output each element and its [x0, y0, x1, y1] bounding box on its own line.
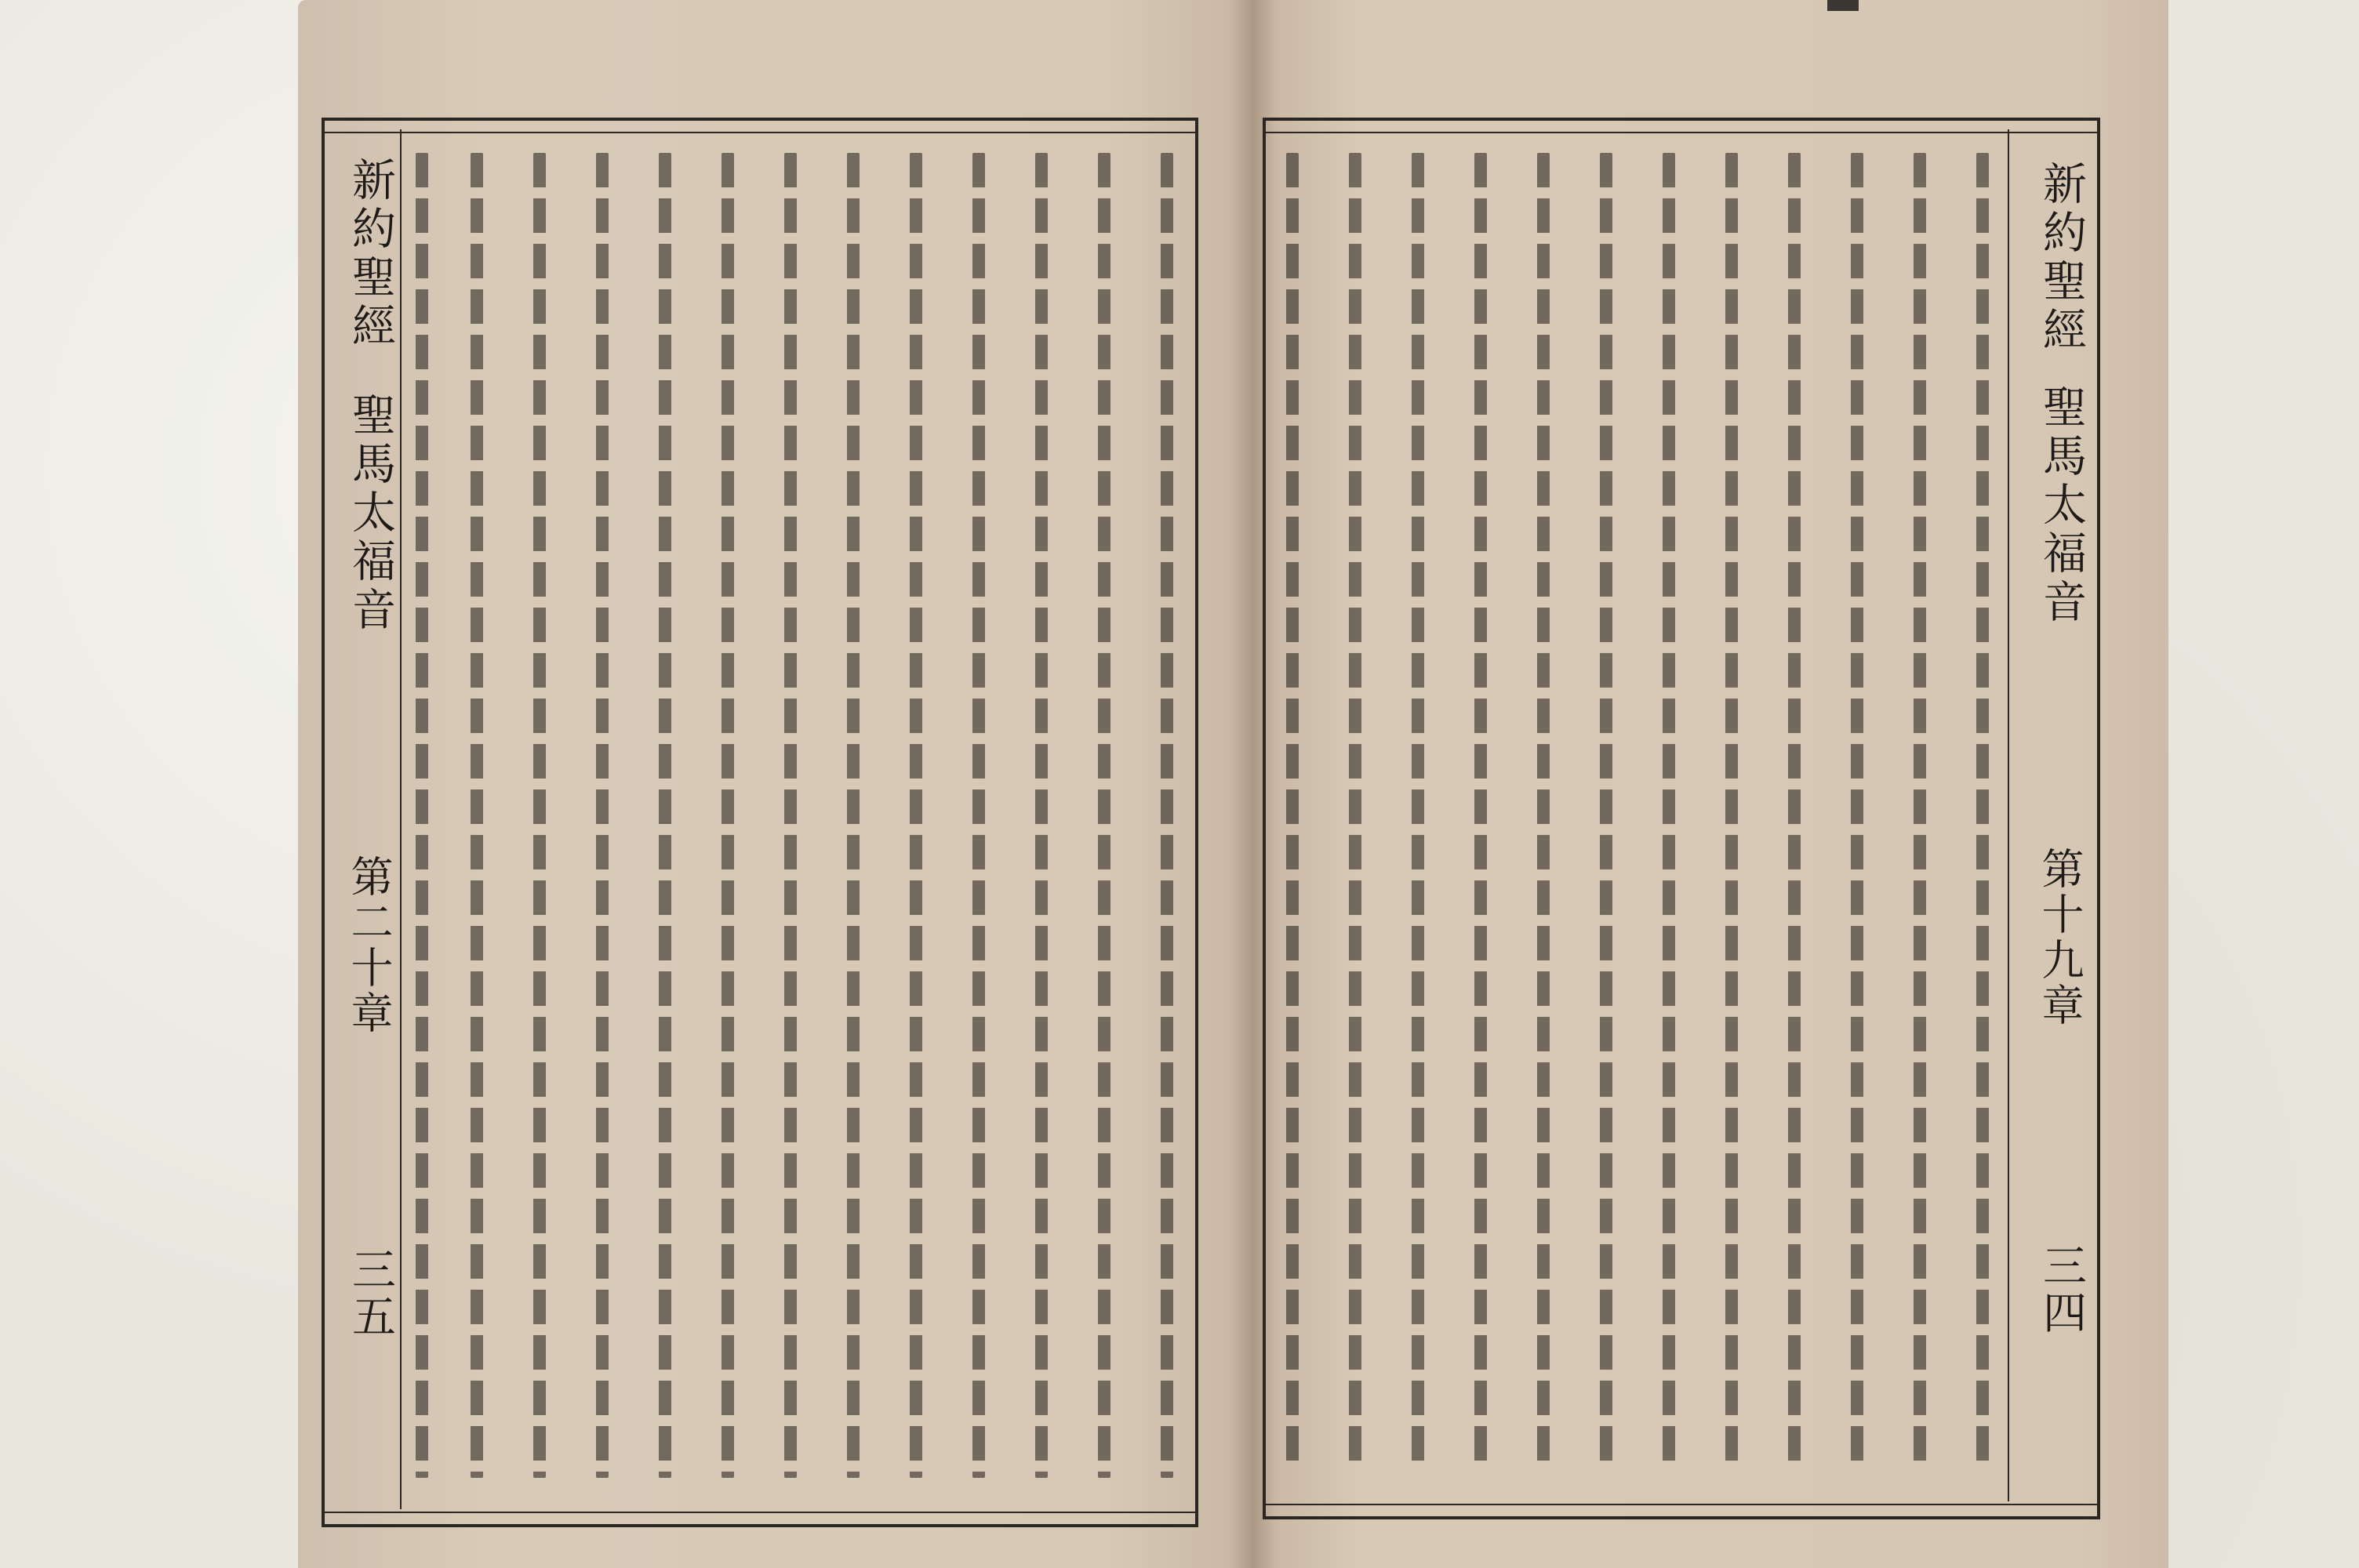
left-text-column: [847, 153, 860, 1478]
right-text-column: [1788, 153, 1801, 1470]
right-text-column: [1725, 153, 1738, 1470]
left-running-head: 新約聖經: [345, 157, 396, 351]
left-text-column: [722, 153, 734, 1478]
right-text-column: [1349, 153, 1361, 1470]
right-text-column: [1600, 153, 1612, 1470]
right-running-head: 新約聖經: [2036, 161, 2087, 355]
left-text-frame: [322, 118, 1198, 1527]
right-chapter-label: 第十九章: [2035, 847, 2085, 1029]
right-book-title: 聖馬太福音: [2036, 384, 2087, 627]
left-text-column: [972, 153, 985, 1478]
left-text-column: [596, 153, 609, 1478]
right-text-column: [1851, 153, 1863, 1470]
left-text-column: [910, 153, 922, 1478]
right-text-column: [1474, 153, 1487, 1470]
right-text-column: [1663, 153, 1675, 1470]
left-chapter-label: 第二十章: [344, 855, 394, 1036]
left-text-column: [1098, 153, 1110, 1478]
left-text-column: [1035, 153, 1048, 1478]
right-header-rule: [2008, 129, 2009, 1501]
right-page-number: 三四: [2036, 1243, 2087, 1337]
left-text-column: [471, 153, 483, 1478]
right-text-frame: [1263, 118, 2100, 1519]
right-text-column: [1976, 153, 1989, 1470]
right-text-column: [1914, 153, 1926, 1470]
left-page-number: 三五: [345, 1247, 396, 1341]
right-frame-inner-top: [1266, 132, 2097, 133]
right-text-column: [1412, 153, 1424, 1470]
left-text-column: [1161, 153, 1173, 1478]
right-text-column: [1537, 153, 1550, 1470]
right-frame-inner-bottom: [1266, 1504, 2097, 1505]
page-tab: [1827, 0, 1859, 11]
left-frame-inner-top: [325, 132, 1195, 133]
left-book-title: 聖馬太福音: [345, 392, 396, 635]
left-frame-inner-bottom: [325, 1512, 1195, 1513]
left-text-column: [659, 153, 671, 1478]
right-text-column: [1286, 153, 1299, 1470]
left-text-column: [416, 153, 428, 1478]
left-text-column: [784, 153, 797, 1478]
left-text-column: [533, 153, 546, 1478]
